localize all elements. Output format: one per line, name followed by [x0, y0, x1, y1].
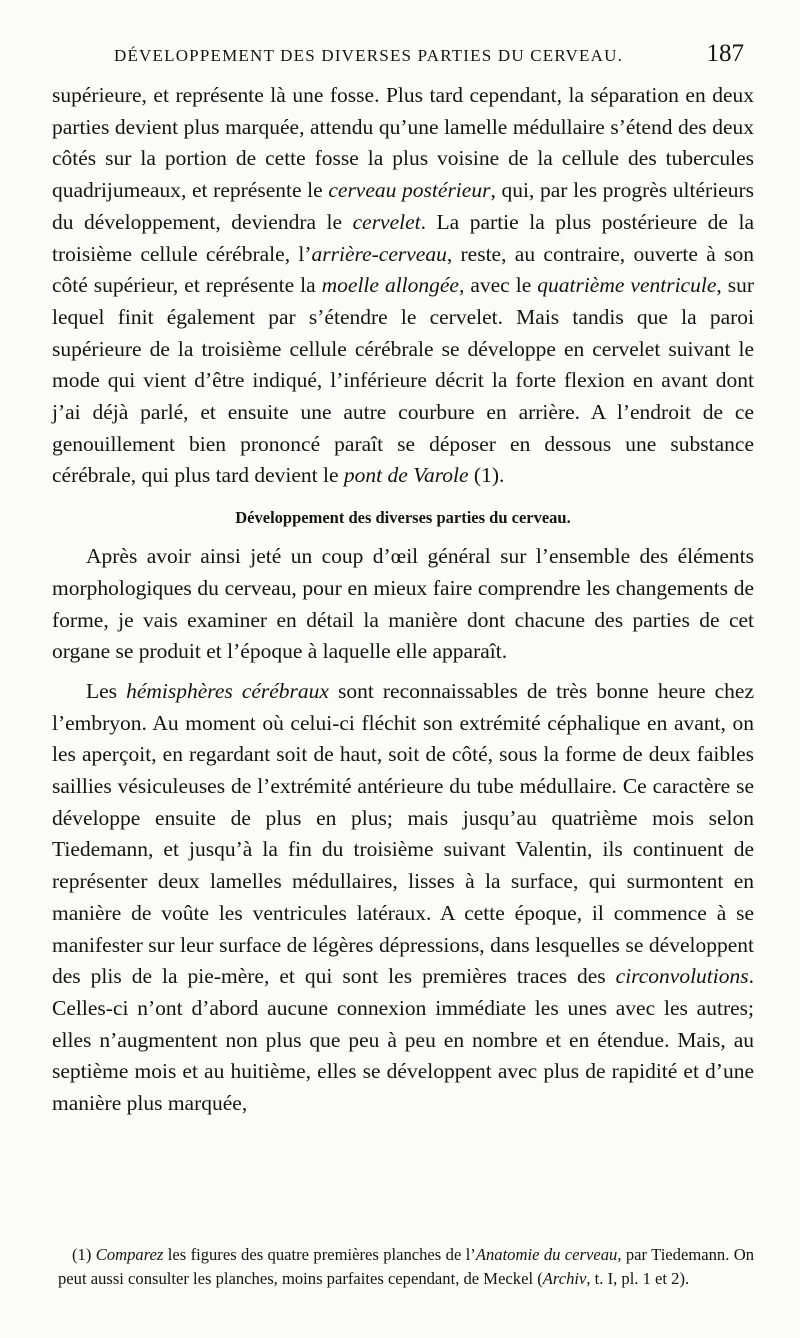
section-heading: Développement des diverses parties du cerveau.: [235, 508, 571, 528]
text-run: . Celles-ci n’ont d’abord aucune connexion immédiate les unes avec les autres; elles n’augmentent non plus que peu à peu en nombre et en étendue. Mais, au septième mois et au huitième, elles se développent avec plus de rapidité et d’une manière plus marquée,: [52, 964, 754, 1116]
text-run: . La partie la plus postérieure de la troisième cellule cérébrale, l’: [52, 209, 754, 266]
italic-term: pont de Varole: [343, 463, 469, 488]
italic-term: arrière-cerveau: [311, 241, 447, 266]
main-text: [52, 80, 754, 1120]
footnote-marker: (1): [72, 1244, 96, 1264]
footnote: [58, 1243, 754, 1291]
text-run: les figures des quatre premières planches de l’: [163, 1244, 476, 1264]
italic-term: cerveau postérieur: [328, 178, 491, 203]
text-run: (1).: [468, 463, 505, 488]
page-header: [114, 38, 744, 78]
text-run: , sur lequel finit également par s’étendre le cervelet. Mais tandis que la paroi supérieure de la troisième cellule cérébrale se développe en cervelet suivant le mode qui vient d’être indiqué, l’inférieure décrit la forte flexion en avant dont j’ai déjà parlé, et ensuite une autre courbure en arrière. A l’endroit de ce genouillement bien prononcé paraît se déposer en dessous une substance cérébrale, qui plus tard devient le: [52, 273, 755, 488]
text-run: , par Tiedemann. On peut aussi consulter les planches, moins parfaites cependant, de Meckel (: [58, 1244, 755, 1288]
text-run: , t. I, pl. 1 et 2).: [586, 1268, 690, 1288]
italic-term: Archiv: [542, 1268, 587, 1288]
text-run: , reste, au contraire, ouverte à son côté supérieur, et représente la: [52, 241, 754, 298]
text-run: Les: [86, 678, 127, 703]
page-number: 187: [706, 40, 744, 67]
italic-term: circonvolutions: [615, 964, 749, 989]
paragraph-brain-cells: [52, 80, 754, 492]
italic-term: quatrième ventricule: [537, 273, 717, 298]
italic-term: Comparez: [95, 1244, 164, 1264]
paragraph-hemispheres: [52, 676, 754, 1120]
paragraph-gap: [52, 668, 754, 676]
text-run: supérieure, et représente là une fosse. Plus tard cependant, la séparation en deux parties devient plus marquée, attendu qu’une lamelle médullaire s’étend des deux côtés sur la portion de cette fosse la plus voisine de la cellule des tubercules quadrijumeaux, et représente le: [52, 83, 754, 203]
paragraph-overview: Après avoir ainsi jeté un coup d’œil général sur l’ensemble des éléments morphologiques du cerveau, pour en mieux faire comprendre les changements de forme, je vais examiner en détail la manière dont chacune des parties de cet organe se produit et l’époque à laquelle elle apparaît.: [52, 544, 754, 664]
text-run: , avec le: [458, 273, 538, 298]
italic-term: moelle allongée: [321, 273, 459, 298]
running-title: DÉVELOPPEMENT DES DIVERSES PARTIES DU CERVEAU.: [114, 46, 624, 65]
text-run: sont reconnaissables de très bonne heure chez l’embryon. Au moment où celui-ci fléchit son extrémité céphalique en avant, on les aperçoit, en regardant soit de haut, soit de côté, sous la forme de deux faibles saillies vésiculeuses de l’extrémité antérieure du tube médullaire. Ce caractère se développe ensuite de plus en plus; mais jusqu’au quatrième mois selon Tiedemann, et jusqu’à la fin du troisième suivant Valentin, ils continuent de représenter deux lamelles médullaires, lisses à la surface, qui surmontent en manière de voûte les ventricules latéraux. A cette époque, il commence à se manifester sur leur surface de légères dépressions, dans lesquelles se développent des plis de la pie-mère, et qui sont les premières traces des: [52, 678, 754, 989]
italic-term: cervelet: [352, 209, 421, 234]
italic-term: hémisphères cérébraux: [126, 678, 329, 703]
italic-term: Anatomie du cerveau: [475, 1244, 618, 1264]
text-run: , qui, par les progrès ultérieurs du développement, deviendra le: [52, 178, 755, 234]
